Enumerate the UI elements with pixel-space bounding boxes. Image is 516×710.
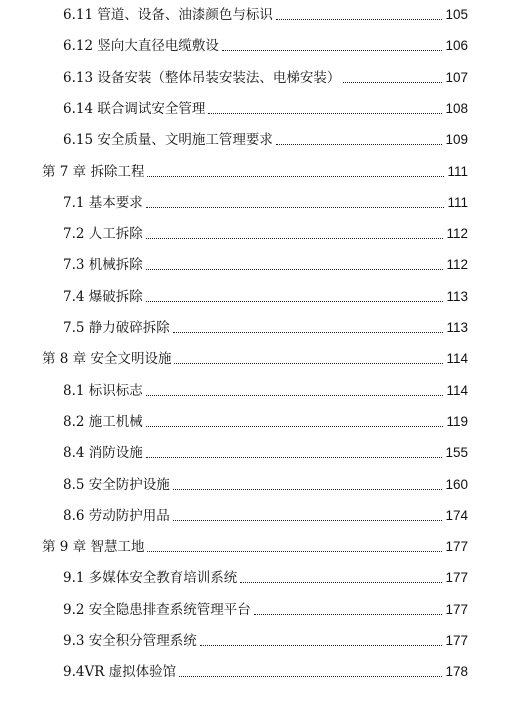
toc-entry-title: 6.13 设备安装（整体吊装安装法、电梯安装）: [63, 69, 341, 86]
dot-leader: [200, 645, 443, 646]
toc-section-entry[interactable]: [63, 378, 468, 400]
toc-page-number: 177: [445, 539, 468, 555]
toc-entry-title: 7.1 基本要求: [63, 194, 143, 211]
toc-section-entry[interactable]: [63, 409, 468, 431]
toc-entry-title: 第 9 章 智慧工地: [42, 539, 145, 556]
toc-page-number: 177: [445, 570, 468, 586]
toc-page-number: 106: [445, 38, 468, 54]
toc-section-entry[interactable]: [63, 503, 468, 525]
toc-entry-title: 7.5 静力破碎拆除: [63, 320, 170, 336]
toc-page-number: 109: [445, 132, 468, 148]
toc-section-entry[interactable]: [63, 284, 468, 306]
dot-leader: [179, 676, 442, 677]
dot-leader: [276, 19, 443, 20]
toc-chapter-entry[interactable]: [42, 346, 468, 368]
toc-page-number: 160: [445, 476, 468, 492]
toc-section-entry[interactable]: [63, 628, 468, 650]
toc-entry-title: 8.6 劳动防护用品: [63, 507, 170, 524]
toc-page-number: 111: [447, 194, 468, 210]
dot-leader: [146, 395, 444, 396]
dot-leader: [146, 426, 444, 427]
toc-entry-title: 9.4VR 虚拟体验馆: [63, 664, 177, 681]
toc-page-number: 119: [446, 413, 468, 429]
toc-entry-title: 9.3 安全积分管理系统: [63, 633, 197, 649]
toc-section-entry[interactable]: [63, 127, 468, 149]
toc-section-entry[interactable]: [63, 565, 468, 587]
dot-leader: [343, 82, 442, 83]
dot-leader: [173, 520, 443, 521]
dot-leader: [146, 269, 444, 270]
toc-page-number: 107: [445, 69, 468, 85]
toc-page-number: 177: [445, 633, 468, 648]
toc-section-entry[interactable]: [63, 472, 468, 494]
toc-entry-title: 8.4 消防设施: [63, 445, 143, 462]
toc-entry-title: 8.5 安全防护设施: [63, 476, 170, 493]
dot-leader: [146, 207, 445, 208]
toc-page-number: 178: [445, 664, 468, 680]
dot-leader: [208, 113, 442, 114]
dot-leader: [146, 457, 443, 458]
toc-section-entry[interactable]: [63, 252, 468, 274]
toc-page-number: 114: [446, 351, 468, 367]
toc-section-entry[interactable]: [63, 440, 468, 462]
toc-section-entry[interactable]: [63, 2, 468, 24]
toc-page-number: 112: [446, 257, 468, 273]
dot-leader: [146, 238, 444, 239]
toc-section-entry[interactable]: [63, 65, 468, 87]
toc-section-entry[interactable]: [63, 96, 468, 118]
toc-entry-title: 7.3 机械拆除: [63, 257, 143, 274]
toc-page-number: 113: [446, 288, 468, 304]
toc-section-entry[interactable]: [63, 221, 468, 243]
toc-section-entry[interactable]: [63, 659, 468, 681]
toc-section-entry[interactable]: [63, 315, 468, 337]
toc-page-number: 114: [446, 382, 468, 398]
toc-page-number: 155: [445, 445, 468, 461]
toc-page-number: 177: [445, 601, 468, 617]
dot-leader: [222, 50, 443, 51]
toc-section-entry[interactable]: [63, 597, 468, 619]
toc-entry-title: 9.1 多媒体安全教育培训系统: [63, 570, 238, 587]
toc-page-number: 105: [445, 7, 468, 22]
dot-leader: [173, 332, 444, 333]
dot-leader: [147, 551, 442, 552]
toc-section-entry[interactable]: [63, 33, 468, 55]
toc-section-entry[interactable]: [63, 190, 468, 212]
toc-entry-title: 第 8 章 安全文明设施: [42, 351, 172, 368]
toc-entry-title: 6.12 竖向大直径电缆敷设: [63, 38, 219, 55]
toc-chapter-entry[interactable]: [42, 534, 468, 556]
toc-entry-title: 9.2 安全隐患排查系统管理平台: [63, 601, 251, 618]
dot-leader: [254, 614, 443, 615]
toc-page-number: 174: [445, 507, 468, 523]
toc-chapter-entry[interactable]: [42, 159, 468, 181]
dot-leader: [174, 363, 443, 364]
dot-leader: [147, 176, 444, 177]
toc-page-number: 111: [447, 163, 468, 179]
toc-page-number: 108: [445, 100, 468, 116]
dot-leader: [240, 582, 442, 583]
toc-entry-title: 6.15 安全质量、文明施工管理要求: [63, 132, 273, 149]
toc-entry-title: 8.1 标识标志: [63, 382, 143, 399]
dot-leader: [276, 144, 443, 145]
dot-leader: [173, 489, 443, 490]
toc-entry-title: 6.11 管道、设备、油漆颜色与标识: [63, 7, 273, 23]
toc-entry-title: 7.2 人工拆除: [63, 226, 143, 243]
toc-page-number: 113: [446, 320, 468, 335]
toc-page-number: 112: [446, 226, 468, 242]
toc-entry-title: 8.2 施工机械: [63, 413, 143, 430]
toc-entry-title: 第 7 章 拆除工程: [42, 163, 145, 180]
toc-entry-title: 6.14 联合调试安全管理: [63, 100, 206, 117]
toc-entry-title: 7.4 爆破拆除: [63, 288, 143, 305]
dot-leader: [146, 301, 444, 302]
